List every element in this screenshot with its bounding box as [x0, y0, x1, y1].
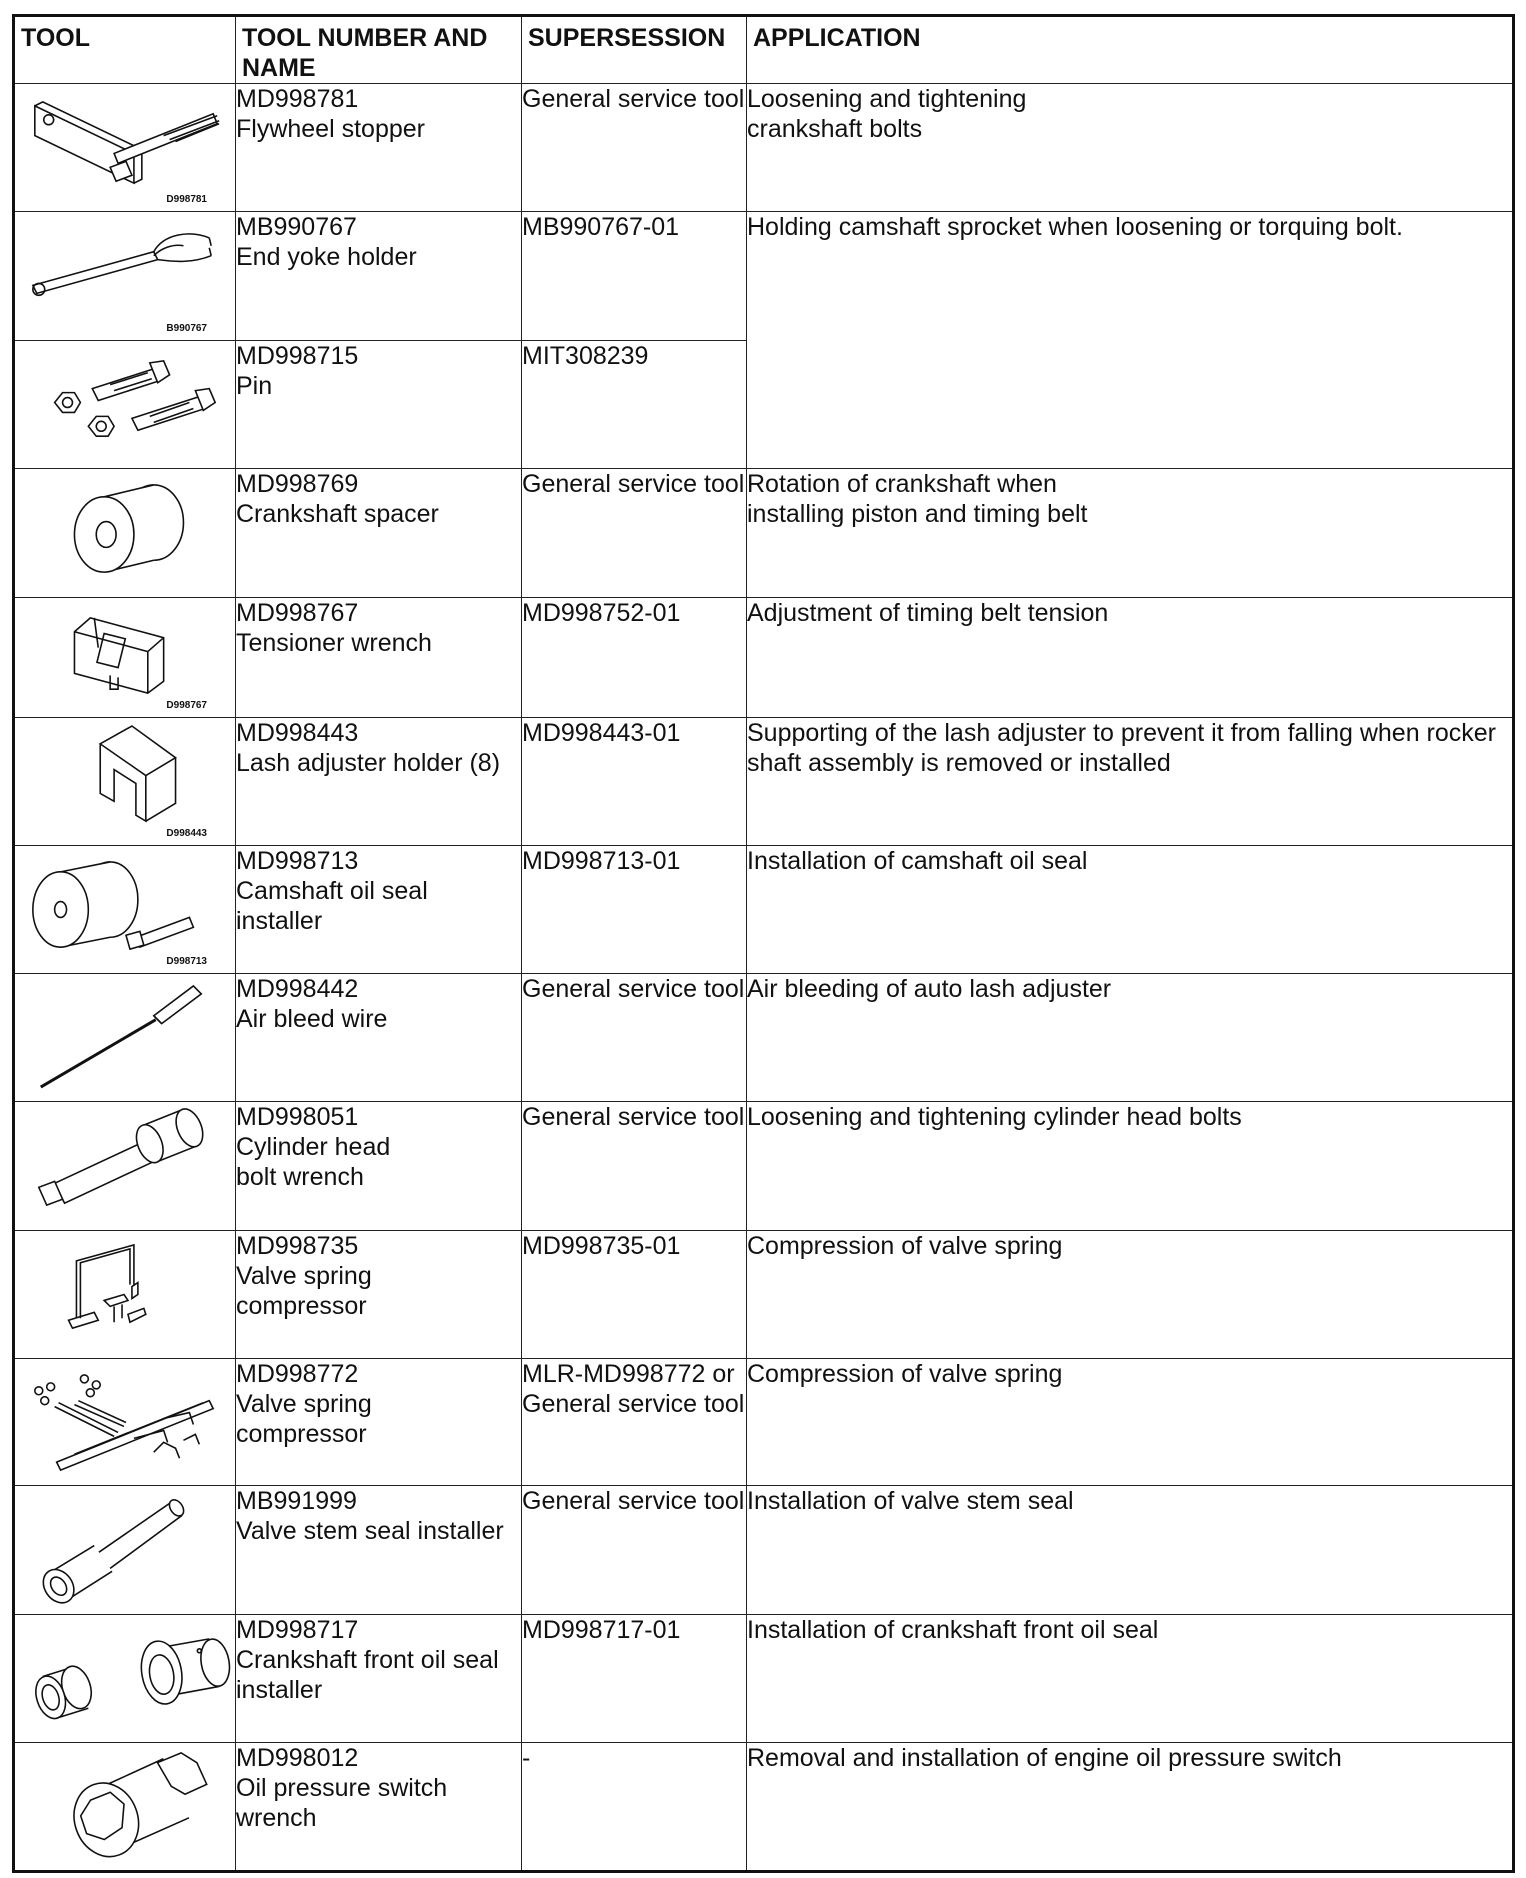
- tool-name: Valve spring compressor: [236, 1262, 372, 1320]
- table-row: [14, 84, 1514, 212]
- tool-name: Flywheel stopper: [236, 115, 425, 143]
- tool-number: MD998717: [236, 1616, 359, 1644]
- tool-image-cell: [14, 1359, 236, 1486]
- tool-number-name-cell: [236, 1486, 522, 1615]
- table-row: [14, 1743, 1514, 1872]
- application-cell: [747, 469, 1514, 598]
- header-tool-number-and-name: TOOL NUMBER AND NAME: [236, 16, 522, 84]
- tool-number: MD998769: [236, 470, 359, 498]
- tool-number: MD998735: [236, 1232, 359, 1260]
- application-cell: Air bleeding of auto lash adjuster: [747, 974, 1514, 1102]
- tool-image-cell: [14, 846, 236, 974]
- application-cell: Supporting of the lash adjuster to prevent it from falling when rocker shaft assembly is removed or installed: [747, 718, 1514, 846]
- tool-number: MD998442: [236, 975, 359, 1003]
- header-row: [14, 16, 1514, 84]
- image-code: B990767: [166, 323, 207, 334]
- tool-number: MD998012: [236, 1744, 359, 1772]
- application-cell: Installation of camshaft oil seal: [747, 846, 1514, 974]
- application-cell: Loosening and tightening cylinder head bolts: [747, 1102, 1514, 1231]
- tool-name: Camshaft oil seal installer: [236, 877, 428, 935]
- tool-number-name-cell: [236, 341, 522, 469]
- oil-pressure-switch-wrench-icon: [15, 1743, 235, 1870]
- tool-name: Tensioner wrench: [236, 629, 432, 657]
- application-cell: [747, 84, 1514, 212]
- end-yoke-holder-icon: [15, 212, 235, 340]
- cylinder-head-bolt-wrench-icon: [15, 1102, 235, 1230]
- image-code: D998443: [166, 828, 207, 839]
- crankshaft-spacer-icon: [15, 469, 235, 597]
- table-row: [14, 598, 1514, 718]
- tool-number: MD998781: [236, 85, 359, 113]
- table-row: [14, 718, 1514, 846]
- tool-image-cell: [14, 1102, 236, 1231]
- tool-number-name-cell: [236, 846, 522, 974]
- tool-image-cell: [14, 1486, 236, 1615]
- tool-image-cell: [14, 1615, 236, 1743]
- table-row: [14, 212, 1514, 341]
- tool-name: Crankshaft spacer: [236, 500, 439, 528]
- supersession-cell: MD998717-01: [522, 1615, 747, 1743]
- table-row: [14, 1231, 1514, 1359]
- supersession-cell: MLR-MD998772 or General service tool: [522, 1359, 747, 1486]
- tool-name: Oil pressure switch wrench: [236, 1774, 448, 1832]
- supersession-cell: General service tool: [522, 469, 747, 598]
- tool-number: MD998715: [236, 342, 359, 370]
- table-row: [14, 1486, 1514, 1615]
- table-row: [14, 974, 1514, 1102]
- image-code: D998781: [166, 194, 207, 205]
- supersession-cell: MB990767-01: [522, 212, 747, 341]
- tool-name: Valve spring compressor: [236, 1390, 372, 1448]
- image-code: D998713: [166, 956, 207, 967]
- application-cell: Compression of valve spring: [747, 1359, 1514, 1486]
- tool-image-cell: [14, 974, 236, 1102]
- supersession-cell: MD998443-01: [522, 718, 747, 846]
- table-row: [14, 1102, 1514, 1231]
- tool-number-name-cell: [236, 1231, 522, 1359]
- tool-number-name-cell: [236, 598, 522, 718]
- tool-number-name-cell: [236, 212, 522, 341]
- table-row: [14, 1359, 1514, 1486]
- tool-name: Crankshaft front oil seal installer: [236, 1646, 499, 1704]
- supersession-cell: -: [522, 1743, 747, 1872]
- application-text: Rotation of crankshaft when installing piston and timing belt: [747, 470, 1088, 528]
- tool-number: MD998767: [236, 599, 359, 627]
- tool-number-name-cell: [236, 84, 522, 212]
- application-cell: Holding camshaft sprocket when loosening or torquing bolt.: [747, 212, 1514, 469]
- tool-image-cell: [14, 718, 236, 846]
- special-tools-table: [12, 14, 1515, 1873]
- valve-stem-seal-installer-icon: [15, 1486, 235, 1614]
- supersession-cell: General service tool: [522, 974, 747, 1102]
- application-cell: Compression of valve spring: [747, 1231, 1514, 1359]
- table-row: [14, 469, 1514, 598]
- tool-number-name-cell: [236, 1615, 522, 1743]
- image-code: D998767: [166, 700, 207, 711]
- tool-name: Valve stem seal installer: [236, 1517, 504, 1545]
- tool-number-name-cell: [236, 1743, 522, 1872]
- tool-number-name-cell: [236, 718, 522, 846]
- tool-number-name-cell: [236, 1102, 522, 1231]
- tool-image-cell: [14, 341, 236, 469]
- application-cell: Installation of valve stem seal: [747, 1486, 1514, 1615]
- tool-image-cell: [14, 84, 236, 212]
- application-cell: Installation of crankshaft front oil seal: [747, 1615, 1514, 1743]
- supersession-cell: MD998752-01: [522, 598, 747, 718]
- tool-image-cell: [14, 598, 236, 718]
- tool-number: MD998772: [236, 1360, 359, 1388]
- valve-spring-compressor-kit-icon: [15, 1359, 235, 1485]
- header-supersession: SUPERSESSION: [522, 16, 747, 84]
- application-cell: Removal and installation of engine oil pressure switch: [747, 1743, 1514, 1872]
- tool-number-name-cell: [236, 1359, 522, 1486]
- application-cell: Adjustment of timing belt tension: [747, 598, 1514, 718]
- table-row: [14, 846, 1514, 974]
- tool-number-name-cell: [236, 469, 522, 598]
- air-bleed-wire-icon: [15, 974, 235, 1101]
- tool-image-cell: [14, 469, 236, 598]
- tool-number: MD998051: [236, 1103, 359, 1131]
- tool-name: Pin: [236, 372, 273, 400]
- pin-icon: [15, 341, 235, 468]
- tool-image-cell: [14, 1743, 236, 1872]
- lash-adjuster-holder-icon: [15, 718, 235, 845]
- flywheel-stopper-icon: [15, 84, 235, 211]
- tool-name: End yoke holder: [236, 243, 417, 271]
- tool-name: Air bleed wire: [236, 1005, 388, 1033]
- supersession-cell: General service tool: [522, 84, 747, 212]
- supersession-cell: MD998713-01: [522, 846, 747, 974]
- supersession-cell: General service tool: [522, 1486, 747, 1615]
- application-text: Loosening and tightening crankshaft bolts: [747, 85, 1027, 143]
- supersession-cell: MIT308239: [522, 341, 747, 469]
- supersession-cell: General service tool: [522, 1102, 747, 1231]
- table-row: [14, 1615, 1514, 1743]
- tool-number-name-cell: [236, 974, 522, 1102]
- tool-image-cell: [14, 1231, 236, 1359]
- tool-name: Cylinder head bolt wrench: [236, 1133, 391, 1191]
- tool-number: MB991999: [236, 1487, 357, 1515]
- header-application: APPLICATION: [747, 16, 1514, 84]
- tool-number: MD998713: [236, 847, 359, 875]
- tool-image-cell: [14, 212, 236, 341]
- tool-number: MB990767: [236, 213, 357, 241]
- camshaft-oil-seal-installer-icon: [15, 846, 235, 973]
- supersession-cell: MD998735-01: [522, 1231, 747, 1359]
- header-tool: TOOL: [14, 16, 236, 84]
- tool-name: Lash adjuster holder (8): [236, 749, 501, 777]
- crankshaft-front-oil-seal-installer-icon: [15, 1615, 235, 1742]
- tool-number: MD998443: [236, 719, 359, 747]
- valve-spring-compressor-icon: [15, 1231, 235, 1358]
